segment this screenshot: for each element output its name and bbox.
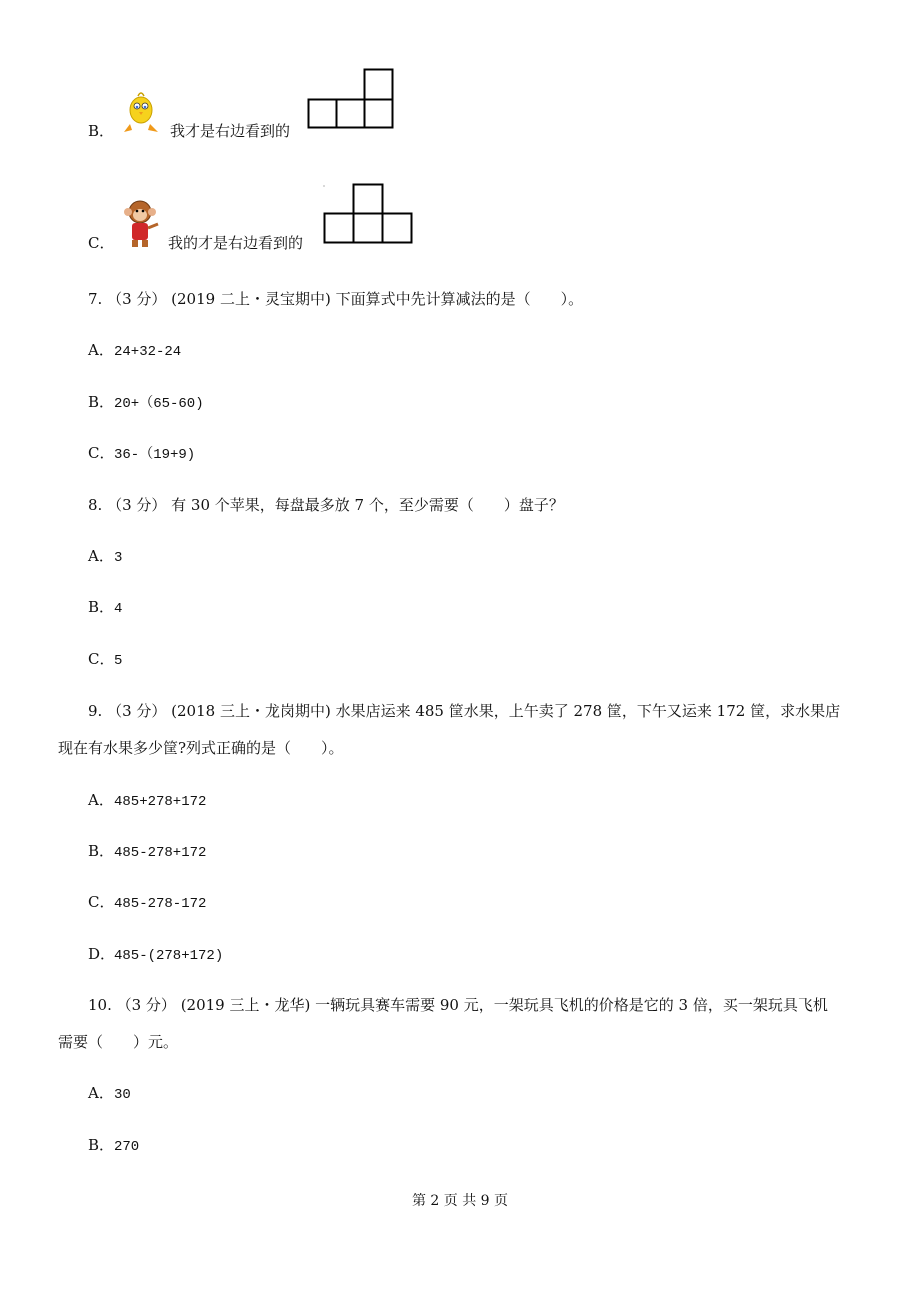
option-text: 270	[114, 1139, 140, 1155]
option-text: 485-278-172	[114, 896, 207, 912]
option-letter: B．	[88, 393, 115, 411]
option-letter: C．	[88, 650, 115, 668]
option-letter: C．	[88, 444, 115, 462]
block-view-figure-b	[307, 68, 395, 130]
option-text: 4	[114, 601, 123, 617]
q6-option-c	[88, 233, 114, 253]
option-letter: B．	[88, 122, 115, 140]
monkey-cartoon-icon	[116, 196, 164, 250]
option-text: 485-(278+172)	[114, 948, 224, 964]
q9-option-a	[88, 790, 206, 812]
option-text: 485-278+172	[114, 845, 207, 861]
q9-stem-line2: 现在有水果多少筐?列式正确的是（ ）。	[58, 739, 344, 757]
q6-option-b	[88, 121, 114, 141]
option-text: 3	[114, 550, 123, 566]
option-letter: A．	[88, 791, 114, 809]
q10-option-b	[88, 1135, 139, 1157]
q8-option-b	[88, 597, 122, 619]
option-letter: C．	[88, 234, 115, 252]
option-letter: A．	[88, 547, 114, 565]
block-view-figure-c	[322, 176, 414, 246]
bird-cartoon-icon	[118, 88, 164, 138]
q8-stem: 8. （3 分） 有 30 个苹果，每盘最多放 7 个，至少需要（ ）盘子？	[88, 496, 564, 514]
option-letter: B．	[88, 598, 115, 616]
q10-stem-line2: 需要（ ）元。	[58, 1033, 179, 1051]
q7-option-c	[88, 443, 195, 465]
q7-option-b	[88, 392, 204, 414]
option-letter: B．	[88, 1136, 115, 1154]
q9-option-b	[88, 841, 206, 863]
option-letter: A．	[88, 1084, 114, 1102]
option-letter: D．	[88, 945, 116, 963]
option-letter: C．	[88, 893, 115, 911]
page-footer: 第 2 页 共 9 页	[411, 1193, 509, 1209]
option-text: 485+278+172	[114, 794, 207, 810]
option-text: 36-（19+9)	[114, 447, 196, 463]
q6-option-b-text: 我才是右边看到的	[170, 122, 291, 140]
q10-stem-line1: 10. （3 分） (2019 三上・龙华) 一辆玩具赛车需要 90 元，一架玩具飞机的价格是它的 3 倍，买一架玩具飞机	[88, 996, 828, 1014]
q6-option-c-text: 我的才是右边看到的	[168, 234, 304, 252]
option-text: 24+32-24	[114, 344, 182, 360]
q9-option-d	[88, 944, 223, 966]
option-letter: B．	[88, 842, 115, 860]
q9-stem-line1: 9. （3 分） (2018 三上・龙岗期中) 水果店运来 485 筐水果，上午卖了 278 筐，下午又运来 172 筐，求水果店	[88, 702, 841, 720]
option-text: 30	[114, 1087, 131, 1103]
q8-option-a	[88, 546, 122, 568]
option-letter: A．	[88, 341, 114, 359]
q8-option-c	[88, 649, 122, 671]
q9-option-c	[88, 892, 206, 914]
q10-option-a	[88, 1083, 131, 1105]
option-text: 5	[114, 653, 123, 669]
q7-stem: 7. （3 分） (2019 二上・灵宝期中) 下面算式中先计算减法的是（ ）。	[88, 290, 584, 308]
option-text: 20+（65-60)	[114, 396, 204, 412]
q7-option-a	[88, 340, 181, 362]
